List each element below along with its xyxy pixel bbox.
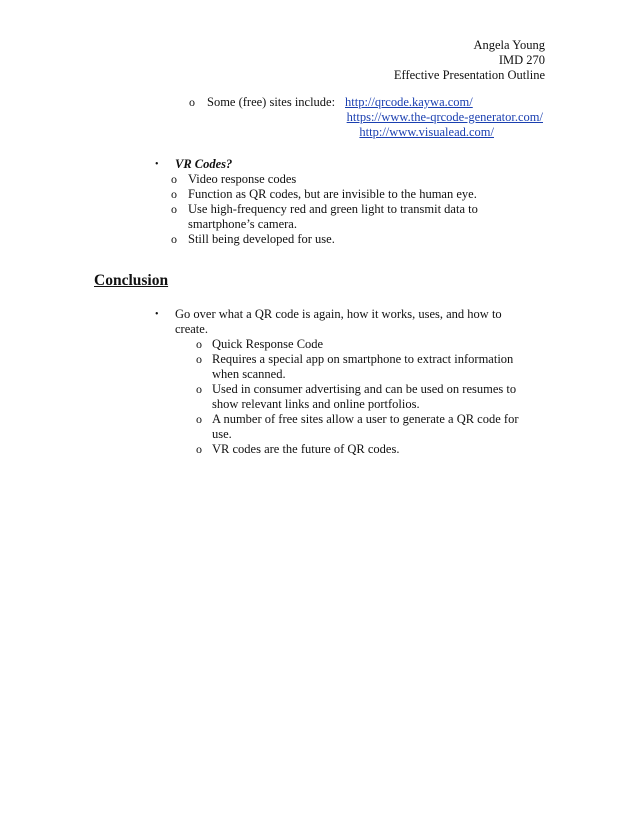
sub-bullet-marker: o (189, 95, 195, 109)
list-item-text: Quick Response Code (212, 337, 324, 351)
sub-bullet-marker: o (196, 442, 202, 456)
list-item-text-continued: show relevant links and online portfolios. (212, 397, 420, 411)
list-item-text: Used in consumer advertising and can be used on resumes to (212, 382, 517, 396)
sub-bullet-marker: o (196, 352, 202, 366)
sub-bullet-marker: o (171, 232, 177, 246)
list-item-text: VR codes are the future of QR codes. (212, 442, 400, 456)
sub-bullet-marker: o (171, 187, 177, 201)
sub-bullet-marker: o (171, 172, 177, 186)
list-item-text: Video response codes (188, 172, 297, 186)
list-item-text-continued: when scanned. (212, 367, 286, 381)
sub-bullet-marker: o (171, 202, 177, 216)
list-item-text: A number of free sites allow a user to generate a QR code for (212, 412, 519, 426)
sub-bullet-marker: o (196, 382, 202, 396)
list-item-text-continued: smartphone’s camera. (188, 217, 297, 231)
document-title: Effective Presentation Outline (393, 68, 545, 82)
conclusion-main-text: Go over what a QR code is again, how it works, uses, and how to (175, 307, 502, 321)
conclusion-heading: Conclusion (94, 272, 169, 289)
bullet-marker: • (155, 309, 159, 320)
vr-codes-heading: VR Codes? (175, 157, 233, 171)
bullet-marker: • (155, 159, 159, 170)
list-item-text: Function as QR codes, but are invisible to the human eye. (188, 187, 477, 201)
list-item-text: Use high-frequency red and green light to transmit data to (188, 202, 478, 216)
qr-site-link-qrcode-generator[interactable]: https://www.the-qrcode-generator.com/ (346, 110, 543, 124)
conclusion-main-text-continued: create. (175, 322, 208, 336)
qr-site-link-kaywa[interactable]: http://qrcode.kaywa.com/ (345, 95, 473, 109)
sub-bullet-marker: o (196, 337, 202, 351)
course-code: IMD 270 (498, 53, 545, 67)
list-item-text: Still being developed for use. (188, 232, 335, 246)
author-name: Angela Young (473, 38, 545, 52)
sub-bullet-marker: o (196, 412, 202, 426)
qr-site-link-visualead[interactable]: http://www.visualead.com/ (359, 125, 494, 139)
qr-sites-intro: Some (free) sites include: (207, 95, 336, 109)
list-item-text-continued: use. (212, 427, 232, 441)
list-item-text: Requires a special app on smartphone to extract information (212, 352, 514, 366)
